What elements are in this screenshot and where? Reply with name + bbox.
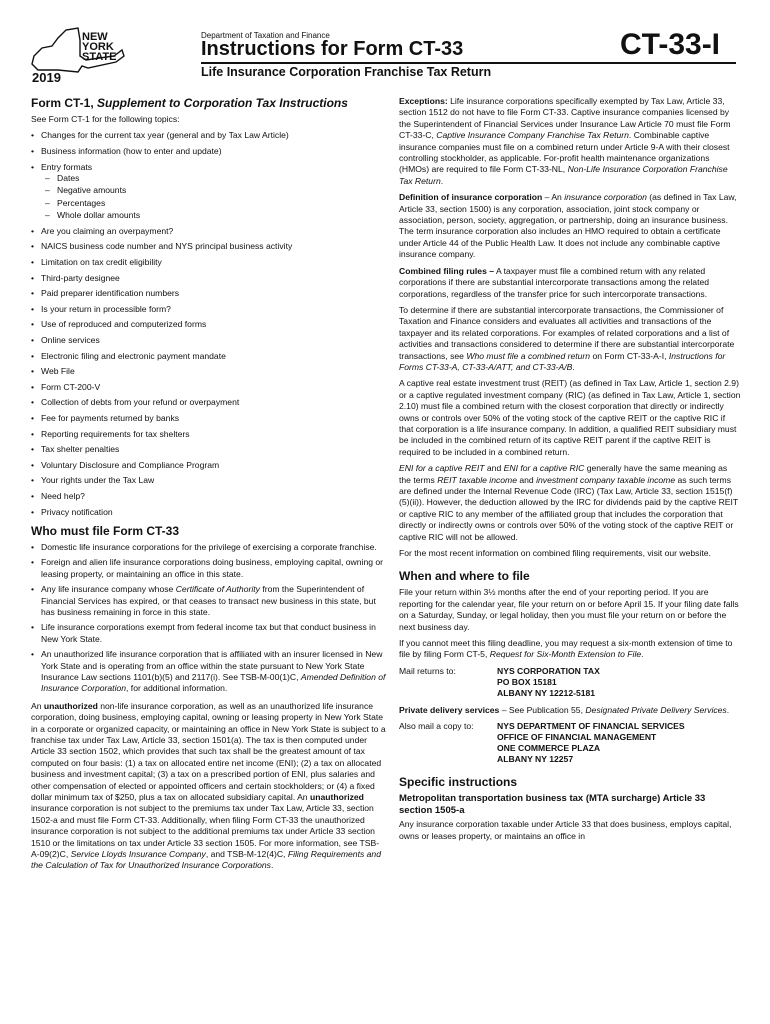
page-subtitle: Life Insurance Corporation Franchise Tax Return	[201, 65, 492, 79]
extension-paragraph: If you cannot meet this filing deadline, you may request a six-month extension of time to file by filing Form CT-5, Request for Six-Month Extension to File.	[399, 638, 733, 660]
mail-address: NYS CORPORATION TAX PO BOX 15181 ALBANY NY 12212-5181	[497, 665, 600, 698]
list-item: • NAICS business code number and NYS principal business activity	[31, 241, 387, 252]
list-item: – Negative amounts	[41, 185, 387, 196]
list-item: • Changes for the current tax year (general and by Tax Law Article)	[31, 130, 387, 141]
when-where-heading: When and where to file	[399, 569, 530, 584]
ct1-intro: See Form CT-1 for the following topics:	[31, 114, 180, 124]
list-item: • Form CT-200-V	[31, 382, 387, 393]
list-item: • Paid preparer identification numbers	[31, 288, 387, 299]
definition-paragraph: Definition of insurance corporation – An insurance corporation (as defined in Tax Law, Article 33, section 1500) is any corporation, association, joint stock company or association, person, society, aggregation, or partnership, doing an insurance business. The term insurance corporation also includes an HMO required to obtain a certificate under Article 44 of the Public Health Law. It does not include any combinable captive insurance company.	[399, 192, 737, 260]
mta-paragraph: Any insurance corporation taxable under Article 33 that does business, employs capital, owns or leases property, or maintains an office in	[399, 819, 732, 841]
mta-surcharge-heading: Metropolitan transportation business tax (MTA surcharge) Article 33 section 1505-a	[399, 793, 706, 817]
list-item: • Third-party designee	[31, 273, 387, 284]
logo-line-new: NEW	[82, 31, 108, 43]
entry-formats-list	[41, 173, 387, 222]
list-item: • Collection of debts from your refund or overpayment	[31, 397, 387, 408]
list-item: • Business information (how to enter and update)	[31, 146, 387, 157]
logo-wordmark	[82, 32, 116, 62]
determine-paragraph: To determine if there are substantial intercorporate transactions, the Commissioner of Taxation and Finance considers and evaluates all activities and transactions of the taxpayer and its related corporations. For examples of related corporations and a list of activities and transactions considered to determine if there are substantial intercorporate transactions, see Who must file a combined return on Form CT-33-A-I, Instructions for Forms CT-33-A, CT-33-A/ATT, and CT-33-A/B.	[399, 304, 735, 372]
mail-address-block	[399, 666, 741, 699]
list-item: – Dates	[41, 173, 387, 184]
list-item: • Web File	[31, 366, 387, 377]
list-item: • Privacy notification	[31, 507, 387, 518]
logo-line-york: YORK	[82, 41, 114, 53]
list-item: • Use of reproduced and computerized forms	[31, 319, 387, 330]
list-item: • Limitation on tax credit eligibility	[31, 257, 387, 268]
list-item: • Domestic life insurance corporations for the privilege of exercising a corporate franchise.	[31, 542, 387, 553]
nys-logo	[28, 26, 148, 86]
unauthorized-paragraph: An unauthorized non-life insurance corporation, as well as an unauthorized life insurance corporation, doing business, employing capital, owning or leasing property in New York State in a corporate or organized capacity, or maintaining an office in New York State is subject to a franchise tax under Tax Law, Article 33, section 1501(a). The tax is then computed under Article 33 section 1502, which provides that such tax shall be the greatest amount of tax computed on four basis: (1) a tax on allocated entire net income (ENI); (2) a tax on allocated business and investment capital; (3) a tax on a prescribed portion of ENI, plus salaries and other compensation of elected or appointed officers and certain stockholders; or (4) a fixed dollar minimum tax of $250, plus a tax on allocated subsidiary capital. An unauthorized insurance corporation is not subject to the premiums tax under Tax Law, Article 33, section 1502-a and must file Form CT-33. Additionally, when filing Form CT-33 the unauthorized insurance corporation is not subject to the additional premiums tax under Article 33 section 1510 or the limitations on tax under Article 33 section 1505. For more information, see TSB-A-09(2)C, Service Lloyds Insurance Company, and TSB-M-12(4)C, Filing Requirements and the Calculation of Tax for Unauthorized Insurance Corporations.	[31, 700, 386, 871]
list-item: • An unauthorized life insurance corporation that is affiliated with an insurer licensed in New York State and is operating from an office within the state pursuant to New York State Insurance Law sections 1101(b)(5) and 2117(i). See TSB-M-00(1)C, Amended Definition of Insurance Corporation, for additional information.	[31, 649, 387, 695]
list-item: • Online services	[31, 335, 387, 346]
list-item: • Entry formats – Dates – Negative amounts – Percentages – Whole dollar amounts	[31, 162, 387, 222]
combined-filing-paragraph: Combined filing rules – A taxpayer must file a combined return with any related corporations if there are substantial intercorporate transactions among the related corporations, regardless of the transfer price for such intercorporate transactions.	[399, 265, 710, 299]
list-item: • Life insurance corporations exempt from federal income tax but that conduct business in New York State.	[31, 622, 387, 645]
exceptions-paragraph: Exceptions: Life insurance corporations specifically exempted by Tax Law, Article 33, section 1512 do not have to file Form CT-33. Captive insurance companies licensed by the Superintendent of Financial Services under Insurance Law Article 70 must file Form CT-33-C, Captive Insurance Company Franchise Tax Return. Combinable captive insurance companies must file on a combined return under Article 9-A with their closest controlling stockholder, as applicable. For-profit health maintenance organizations (HMOs) are required to file Form CT-33-NL, Non-Life Insurance Corporation Franchise Tax Return.	[399, 96, 731, 186]
specific-instructions-heading: Specific instructions	[399, 775, 518, 790]
ct1-heading: Form CT-1, Supplement to Corporation Tax Instructions	[31, 96, 348, 110]
copy-label: Also mail a copy to:	[399, 721, 474, 732]
form-code: CT-33-I	[620, 28, 721, 61]
form-header	[0, 0, 770, 90]
list-item: • Voluntary Disclosure and Compliance Program	[31, 460, 387, 471]
list-item: • Electronic filing and electronic payment mandate	[31, 351, 387, 362]
left-column	[31, 96, 387, 877]
filing-deadline-paragraph: File your return within 3½ months after the end of your reporting period. If you are reporting for the calendar year, file your return on or before April 15. If your filing date falls on a Saturday, Sunday, or legal holiday, then you must file your return on or before the next business day.	[399, 587, 739, 632]
tax-year: 2019	[32, 70, 61, 85]
list-item: • Need help?	[31, 491, 387, 502]
private-delivery-paragraph: Private delivery services – See Publication 55, Designated Private Delivery Services.	[399, 704, 730, 715]
page-title: Instructions for Form CT-33	[201, 38, 464, 60]
list-item: – Whole dollar amounts	[41, 210, 387, 221]
list-item: • Are you claiming an overpayment?	[31, 226, 387, 237]
list-item: • Tax shelter penalties	[31, 444, 387, 455]
list-item: • Any life insurance company whose Certificate of Authority from the Superintendent of Financial Services has expired, or that ceases to transact new business in this state, but has business remaining in force in this state.	[31, 584, 387, 618]
list-item: • Your rights under the Tax Law	[31, 475, 387, 486]
ct1-topics-list	[31, 130, 387, 518]
logo-line-state: STATE	[82, 51, 117, 63]
captive-reit-paragraph: A captive real estate investment trust (REIT) (as defined in Tax Law, Article 1, section 2.9) or a captive regulated investment company (RIC) (as defined in Tax Law, Article 1, section 2.10) must file a combined return with the closest corporation that directly or indirectly owns or controls over 50% of the voting stock of the captive REIT or the captive RIC if that corporation is a life insurance company. In addition, a qualified REIT subsidiary must be included in the combined return of its captive REIT parent if the captive REIT is required to be included in a combined return.	[399, 378, 741, 457]
copy-address-block	[399, 721, 741, 765]
who-must-file-heading: Who must file Form CT-33	[31, 523, 180, 538]
eni-paragraph: ENI for a captive REIT and ENI for a captive RIC generally have the same meaning as the terms REIT taxable income and investment company taxable income as such terms are defined under the Internal Revenue Code (IRC) (Tax Law, Article 33, section 1515(f)(5)(ii)). However, the deduction allowed by the IRC for dividends paid by the captive REIT or captive RIC to any member of the affiliated group that includes the corporation that directly or indirectly owns or controls over 50% of the voting stock of the captive REIT or captive RIC will not be allowed.	[399, 463, 738, 542]
list-item: • Reporting requirements for tax shelters	[31, 429, 387, 440]
right-column	[399, 96, 741, 847]
list-item: • Foreign and alien life insurance corporations doing business, employing capital, owning or leasing property, or maintaining an office in this state.	[31, 557, 387, 580]
recent-info-paragraph: For the most recent information on combined filing requirements, visit our website.	[399, 548, 711, 559]
who-must-file-list	[31, 542, 387, 695]
list-item: • Fee for payments returned by banks	[31, 413, 387, 424]
department-name: Department of Taxation and Finance	[201, 31, 330, 40]
list-item: • Is your return in processible form?	[31, 304, 387, 315]
mail-label: Mail returns to:	[399, 665, 456, 676]
list-item: – Percentages	[41, 198, 387, 209]
copy-address: NYS DEPARTMENT OF FINANCIAL SERVICES OFFICE OF FINANCIAL MANAGEMENT ONE COMMERCE PLAZA ALBANY NY 12257	[497, 721, 685, 765]
header-rule	[201, 62, 736, 64]
